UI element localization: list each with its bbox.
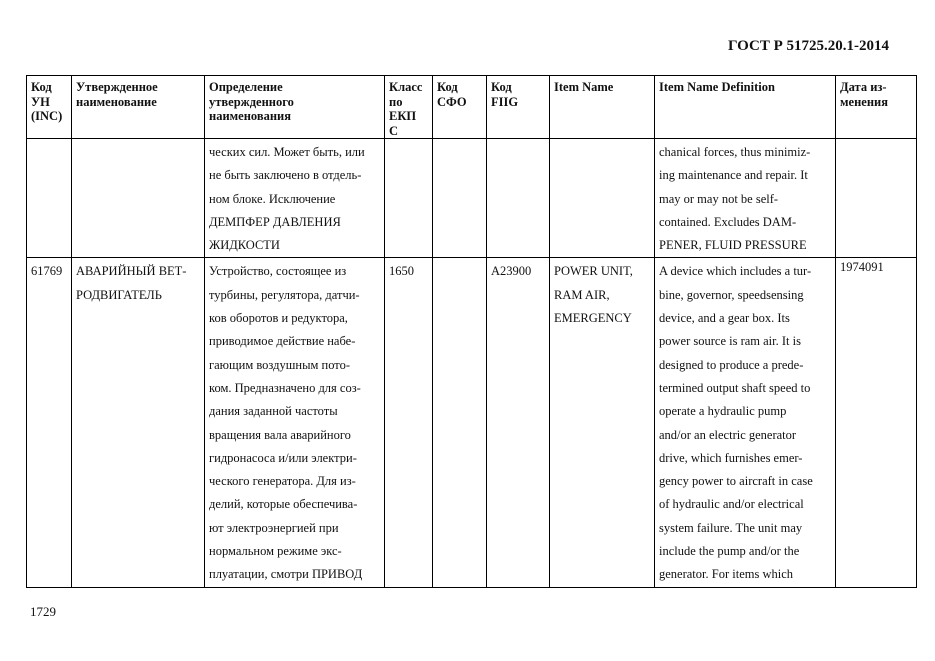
text-line: operate a hydraulic pump <box>659 404 787 419</box>
text-line: termined output shaft speed to <box>659 380 811 395</box>
text-line: нормальном режиме экс- <box>209 544 342 559</box>
cell-item-name <box>550 139 655 258</box>
text-line: ком. Предназначено для соз- <box>209 380 361 395</box>
header-row <box>27 76 917 139</box>
text-line: не быть заключено в отдель- <box>209 168 362 183</box>
cell-item-definition <box>655 258 836 587</box>
cell-definition <box>205 139 385 258</box>
text-line: УН <box>31 94 50 109</box>
header-item-name <box>550 76 655 139</box>
text-line: (INC) <box>31 109 63 123</box>
text-line: плуатации, смотри ПРИВОД <box>209 567 363 582</box>
text-line: наименование <box>76 94 157 109</box>
cell-change-date <box>836 139 917 258</box>
text-line: Дата из- <box>840 80 887 94</box>
header-definition <box>205 76 385 139</box>
text-line: power source is ram air. It is <box>659 334 801 349</box>
text-line: ДЕМПФЕР ДАВЛЕНИЯ <box>209 214 341 229</box>
header-change-date <box>836 76 917 139</box>
text-line: PENER, FLUID PRESSURE <box>659 238 807 253</box>
text-line: ЕКП <box>389 109 417 123</box>
nomenclature-table <box>26 75 917 588</box>
text-line: приводимое действие набе- <box>209 334 356 349</box>
text-line: include the pump and/or the <box>659 544 800 559</box>
text-line: ческого генератора. Для из- <box>209 474 356 489</box>
cell-change-date: 1974091 <box>836 258 917 587</box>
text-line: Код <box>437 80 458 94</box>
text-line: EMERGENCY <box>554 311 632 326</box>
text-line: АВАРИЙНЫЙ ВЕТ- <box>76 264 187 279</box>
cell-inc: 61769 <box>27 258 72 587</box>
text-line: of hydraulic and/or electrical <box>659 497 804 512</box>
page-number: 1729 <box>30 604 56 619</box>
text-line: contained. Excludes DAM- <box>659 214 797 229</box>
text-line: Код <box>31 80 52 94</box>
text-line: ческих сил. Может быть, или <box>209 145 365 159</box>
text-line: and/or an electric generator <box>659 427 797 442</box>
cell-sfo <box>433 139 487 258</box>
text-line: RAM AIR, <box>554 287 610 302</box>
text-line: Код <box>491 80 512 94</box>
cell-class: 1650 <box>385 258 433 587</box>
text-line: Устройство, состоящее из <box>209 264 347 279</box>
text-line: С <box>389 123 399 138</box>
header-approved-name <box>72 76 205 139</box>
text-line: FIIG <box>491 94 519 109</box>
text-line: designed to produce a prede- <box>659 357 804 372</box>
text-line: ном блоке. Исключение <box>209 191 336 206</box>
text-line: A device which includes a tur- <box>659 264 812 279</box>
text-line: ing maintenance and repair. It <box>659 168 808 183</box>
text-line: device, and a gear box. Its <box>659 311 790 326</box>
cell-approved-name <box>72 258 205 587</box>
text-line: менения <box>840 94 888 109</box>
cell-approved-name <box>72 139 205 258</box>
header-sfo <box>433 76 487 139</box>
text-line: гающим воздушным пото- <box>209 357 350 372</box>
text-line: наименования <box>209 109 292 123</box>
text-line: Определение <box>209 80 283 94</box>
header-fiig <box>487 76 550 139</box>
text-line: chanical forces, thus minimiz- <box>659 145 811 159</box>
text-line: ют электроэнергией при <box>209 520 339 535</box>
text-line: Утвержденное <box>76 80 158 94</box>
cell-fiig <box>487 139 550 258</box>
header-class <box>385 76 433 139</box>
text-line: Item Name <box>554 80 614 94</box>
text-line: вращения вала аварийного <box>209 427 351 442</box>
cell-class <box>385 139 433 258</box>
cell-item-name <box>550 258 655 587</box>
text-line: ЖИДКОСТИ <box>209 238 280 253</box>
text-line: утвержденного <box>209 94 294 109</box>
cell-inc <box>27 139 72 258</box>
cell-definition <box>205 258 385 587</box>
text-line: Класс <box>389 80 423 94</box>
document-code: ГОСТ Р 51725.20.1-2014 <box>727 38 889 54</box>
text-line: дания заданной частоты <box>209 404 338 419</box>
text-line: Item Name Definition <box>659 80 775 94</box>
cell-fiig: A23900 <box>487 258 550 587</box>
header-item-definition <box>655 76 836 139</box>
table-row <box>27 258 917 587</box>
text-line: гидронасоса и/или электри- <box>209 450 357 465</box>
text-line: ков оборотов и редуктора, <box>209 311 348 326</box>
text-line: gency power to aircraft in case <box>659 474 813 489</box>
text-line: POWER UNIT, <box>554 264 633 279</box>
table-row <box>27 139 917 258</box>
text-line: may or may not be self- <box>659 191 779 206</box>
header-inc <box>27 76 72 139</box>
text-line: делий, которые обеспечива- <box>209 497 358 512</box>
text-line: по <box>389 94 403 109</box>
text-line: generator. For items which <box>659 567 793 582</box>
text-line: РОДВИГАТЕЛЬ <box>76 287 162 302</box>
text-line: СФО <box>437 94 467 109</box>
cell-item-definition <box>655 139 836 258</box>
text-line: bine, governor, speedsensing <box>659 287 804 302</box>
text-line: турбины, регулятора, датчи- <box>209 287 360 302</box>
text-line: drive, which furnishes emer- <box>659 450 803 465</box>
text-line: system failure. The unit may <box>659 520 803 535</box>
cell-sfo <box>433 258 487 587</box>
